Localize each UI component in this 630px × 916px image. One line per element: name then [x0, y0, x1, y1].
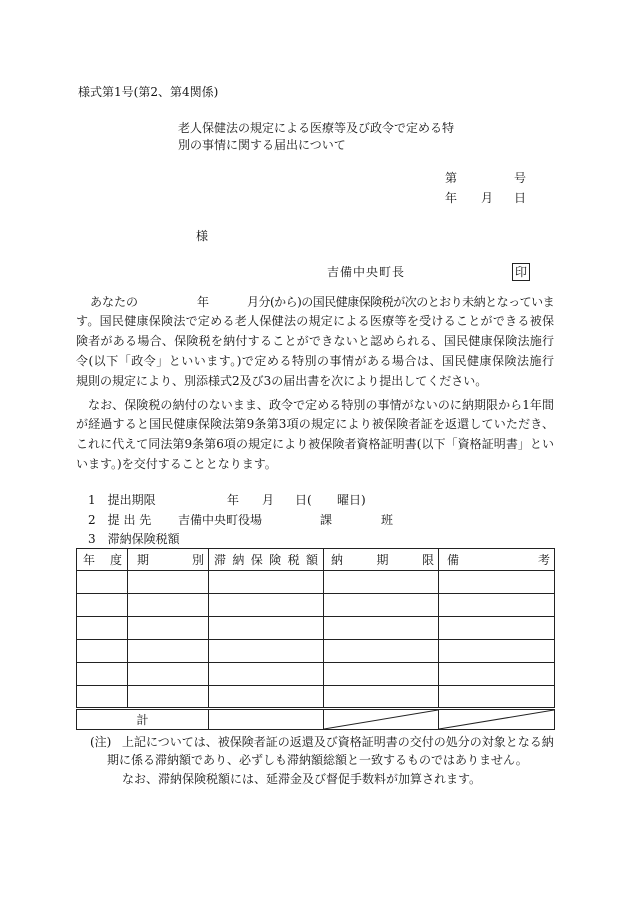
- destination-unit: 班: [381, 513, 394, 527]
- table-cell: [128, 640, 209, 663]
- table-row: [77, 617, 555, 640]
- table-cell: [209, 594, 324, 617]
- table-cell: [209, 571, 324, 594]
- table-total-row: [77, 709, 555, 730]
- table-row: [77, 640, 555, 663]
- table-row: [77, 686, 555, 709]
- body-line: 規則の規定により、別添様式2及び3の届出書を次により提出してください。: [76, 374, 488, 388]
- table-header-row: [77, 549, 555, 571]
- total-remarks-cell: [439, 709, 555, 730]
- deadline-day: 日(: [295, 493, 312, 507]
- diagonal-line: [439, 710, 554, 729]
- header-char: 考: [537, 552, 550, 567]
- body-line-1-rest: 月分(から)の国民健康保険税が次のとおり未納となっていま: [247, 295, 554, 309]
- table-cell: [324, 686, 439, 709]
- diagonal-line: [324, 710, 438, 729]
- body-line: す。国民健康保険法で定める老人保健法の規定による医療等を受けることができる被保: [76, 314, 554, 328]
- header-due-date: [324, 552, 438, 568]
- header-cell-remarks: [439, 549, 555, 571]
- issuer-name: 吉備中央町長: [327, 265, 406, 279]
- header-char: 税: [287, 552, 300, 567]
- table-cell: [324, 617, 439, 640]
- deadline-label: 1 提出期限: [88, 493, 156, 507]
- table-cell: [77, 617, 128, 640]
- header-char: 限: [421, 552, 434, 567]
- header-char: 納: [331, 552, 344, 567]
- table-cell: [439, 594, 555, 617]
- total-amount-cell: [209, 709, 324, 730]
- table-cell: [209, 686, 324, 709]
- arrears-table: [76, 548, 555, 730]
- total-due-date-cell: [324, 709, 439, 730]
- header-arrears-amount: [209, 552, 323, 568]
- deadline-month: 月: [262, 493, 275, 507]
- addressee-suffix: 様: [196, 229, 209, 243]
- table-cell: [128, 571, 209, 594]
- deadline-weekday: 曜日): [337, 493, 366, 507]
- header-char: 期: [137, 552, 150, 567]
- deadline-year: 年: [227, 493, 240, 507]
- header-cell-due-date: [324, 549, 439, 571]
- total-label-cell: [77, 709, 209, 730]
- table-cell: [439, 663, 555, 686]
- table-cell: [77, 663, 128, 686]
- body-line: が経過すると国民健康保険法第9条第3項の規定により被保険者証を返還していただき、: [76, 417, 554, 431]
- title-line-1: 老人保健法の規定による医療等及び政令で定める特: [178, 121, 455, 135]
- header-cell-installment: [128, 549, 209, 571]
- body-line: 令(以下「政令」といいます。)で定める特別の事情がある場合は、国民健康保険法施行: [76, 354, 554, 368]
- table-cell: [77, 594, 128, 617]
- table-row: [77, 571, 555, 594]
- destination-label: 2 提 出 先: [88, 513, 152, 527]
- body-line-1-lead: あなたの: [90, 295, 139, 309]
- header-char: 期: [376, 552, 389, 567]
- table-cell: [439, 640, 555, 663]
- total-label: 計: [136, 712, 149, 727]
- table-cell: [77, 571, 128, 594]
- table-cell: [324, 594, 439, 617]
- table-cell: [128, 686, 209, 709]
- header-char: 額: [305, 552, 318, 567]
- note-line-3: なお、滞納保険税額には、延滞金及び督促手数料が加算されます。: [122, 772, 482, 786]
- header-char: 別: [191, 552, 204, 567]
- destination-section: 課: [320, 513, 333, 527]
- table-cell: [324, 571, 439, 594]
- title-line-2: 別の事情に関する届出について: [178, 138, 346, 152]
- table-cell: [209, 617, 324, 640]
- header-cell-arrears-amount: [209, 549, 324, 571]
- reference-year: 年: [445, 191, 458, 205]
- note-line-2: 期に係る滞納額であり、必ずしも滞納額総額と一致するものではありません。: [107, 753, 528, 767]
- table-cell: [77, 640, 128, 663]
- body-line-1-year: 年: [197, 295, 210, 309]
- table-row: [77, 663, 555, 686]
- arrears-table-wrapper: [76, 548, 554, 730]
- header-char: 保: [250, 552, 263, 567]
- reference-number-prefix: 第: [445, 171, 458, 185]
- header-char: 納: [232, 552, 245, 567]
- table-cell: [209, 663, 324, 686]
- header-char: 険: [269, 552, 282, 567]
- table-cell: [77, 686, 128, 709]
- table-cell: [128, 617, 209, 640]
- header-char: 滞: [214, 552, 227, 567]
- table-row: [77, 594, 555, 617]
- header-char: 備: [447, 552, 460, 567]
- reference-number-suffix: 号: [514, 171, 527, 185]
- header-char: 年: [83, 552, 96, 567]
- table-cell: [324, 663, 439, 686]
- seal-box: 印: [512, 263, 530, 281]
- table-cell: [439, 686, 555, 709]
- header-remarks: [439, 552, 554, 568]
- table-cell: [439, 617, 555, 640]
- arrears-label: 3 滞納保険税額: [88, 532, 180, 546]
- body-line: これに代えて同法第9条第6項の規定により被保険者資格証明書(以下「資格証明書」とい: [76, 437, 554, 451]
- note-label: (注): [90, 735, 112, 749]
- body-line: います。)を交付することとなります。: [76, 457, 277, 471]
- table-cell: [324, 640, 439, 663]
- reference-month: 月: [481, 191, 494, 205]
- table-cell: [128, 594, 209, 617]
- header-char: 度: [109, 552, 122, 567]
- header-fiscal-year: [77, 552, 127, 568]
- body-line: 険者がある場合、保険税を納付することができないと認められる、国民健康保険法施行: [76, 334, 554, 348]
- note-line-1: 上記については、被保険者証の返還及び資格証明書の交付の処分の対象となる納: [122, 735, 554, 749]
- table-cell: [128, 663, 209, 686]
- body-line: なお、保険税の納付のないまま、政令で定める特別の事情がないのに納期限から1年間: [76, 398, 554, 412]
- form-number: 様式第1号(第2、第4関係): [78, 85, 219, 99]
- destination-office: 吉備中央町役場: [178, 513, 263, 527]
- header-cell-fiscal-year: [77, 549, 128, 571]
- header-installment: [128, 552, 208, 568]
- table-cell: [439, 571, 555, 594]
- reference-day: 日: [514, 191, 527, 205]
- table-cell: [209, 640, 324, 663]
